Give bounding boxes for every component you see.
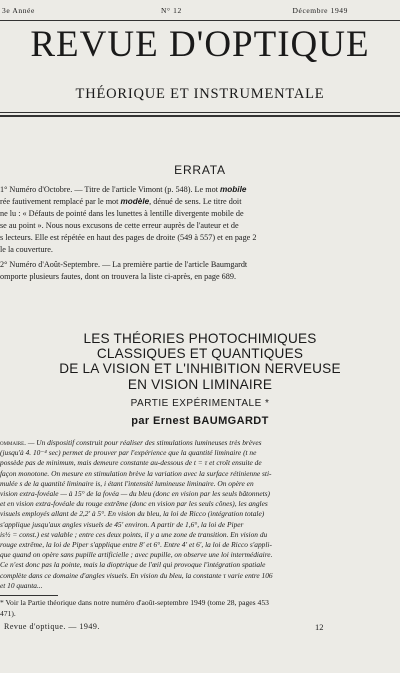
errata-line: 2° Numéro d'Août-Septembre. — La première partie de l'article Baumgardt	[0, 260, 248, 269]
errata-line: 1° Numéro d'Octobre. — Titre de l'article Vimont (p. 548). Le mot mobile	[0, 185, 247, 194]
header-date: Décembre 1949	[292, 6, 348, 15]
masthead-rule-bottom	[0, 115, 400, 117]
abstract-line: (jusqu'à 4. 10⁻⁴ sec) permet de prouver par l'expérience que la quantité liminaire (t ne	[0, 448, 257, 458]
abstract-lead: ommaire.	[0, 438, 27, 447]
abstract-line: mulée s de la quantité liminaire is, i étant l'intensité lumineuse liminaire. On opère en	[0, 478, 254, 488]
article-title	[0, 331, 400, 392]
errata-word-modele: modèle	[120, 197, 150, 207]
errata-item-october	[0, 184, 390, 257]
abstract-line: possède pas de minimum, mais demeure constante au-dessous de t = τ et croît ensuite de	[0, 458, 262, 468]
header-year: 3e Année	[2, 6, 35, 15]
footnote-line: 471).	[0, 608, 16, 618]
abstract-line: Ce n'est donc pas la pointe, mais la dioptrique de l'œil qui provoque l'intégration spatiale	[0, 560, 266, 570]
footer-page-number: 12	[315, 622, 324, 632]
errata-line: rée fautivement remplacé par le mot modèle, dénué de sens. Le titre doit	[0, 197, 242, 207]
article-author: par Ernest BAUMGARDT	[131, 415, 269, 427]
errata-line: le la couverture.	[0, 245, 53, 255]
footnote-rule	[0, 595, 58, 596]
abstract-line: visuels employés allant de 2,2' à 5°. En vision du bleu, la loi de Ricco (intégration totale)	[0, 509, 265, 519]
abstract-line: façon monotone. On mesure en stimulation brève la variation avec la surface rétinienne sti-	[0, 468, 272, 478]
article-title-line: LES THÉORIES PHOTOCHIMIQUES	[83, 331, 317, 346]
errata-heading: ERRATA	[174, 163, 226, 177]
abstract-line: s'applique jusqu'aux angles visuels de 45' environ. A partir de 1,6°, la loi de Piper	[0, 519, 244, 529]
footnote-line: * Voir la Partie théorique dans notre numéro d'août-septembre 1949 (tome 28, pages 453	[0, 598, 269, 607]
masthead-rule-top	[0, 112, 400, 113]
article-subtitle: PARTIE EXPÉRIMENTALE *	[130, 398, 270, 409]
footer-journal-year: Revue d'optique. — 1949.	[4, 622, 100, 631]
abstract-line: vision extra-fovéale — à 15° de la fovéa — du bleu (donc en vision par les seuls bâtonnets)	[0, 489, 270, 499]
article-abstract	[0, 438, 392, 591]
abstract-line: complète dans ce domaine d'angles visuels. En vision du bleu, la constante τ varie entre 106	[0, 570, 273, 580]
header-rule	[0, 20, 400, 21]
errata-item-august	[0, 259, 390, 283]
running-header	[0, 6, 400, 18]
errata-line: se au point ». Nous nous excusons de cette erreur auprès de l'auteur et de	[0, 221, 239, 231]
abstract-line: rouge extrême, la loi de Piper s'applique entre 8' et 6°. Entre 4' et 6', la loi de Ricco s'appli-	[0, 540, 272, 550]
abstract-line: is½ = const.) est valable ; entre ces deux points, il y a une zone de transition. En vision du	[0, 529, 268, 539]
errata-line: s lecteurs. Elle est répétée en haut des pages de droite (549 à 557) et en page 2	[0, 233, 257, 243]
journal-title: REVUE D'OPTIQUE	[30, 24, 370, 65]
errata-line: omporte plusieurs fautes, dont on trouvera la liste ci-après, en page 689.	[0, 272, 237, 282]
errata-line: ne lu : « Défauts de pointé dans les lunettes à lentille divergente mobile de	[0, 209, 244, 219]
abstract-line: ommaire. — Un dispositif construit pour réaliser des stimulations lumineuses très brèves	[0, 438, 262, 447]
journal-subtitle: THÉORIQUE ET INSTRUMENTALE	[75, 86, 325, 102]
abstract-line: et 10 quanta...	[0, 580, 43, 590]
article-title-line: EN VISION LIMINAIRE	[127, 376, 273, 392]
article-title-line: CLASSIQUES ET QUANTIQUES	[96, 346, 304, 362]
article-title-line: DE LA VISION ET L'INHIBITION NERVEUSE	[59, 361, 341, 377]
abstract-line: et en vision extra-fovéale du rouge extrême (donc en vision par les seuls cônes), les angles	[0, 499, 268, 509]
header-issue-number: N° 12	[161, 6, 182, 15]
abstract-line: que quand on opère sans pupille artificielle ; avec pupille, on observe une loi intermédiaire.	[0, 550, 273, 560]
footnote	[0, 598, 392, 619]
errata-word-mobile: mobile	[220, 185, 247, 194]
